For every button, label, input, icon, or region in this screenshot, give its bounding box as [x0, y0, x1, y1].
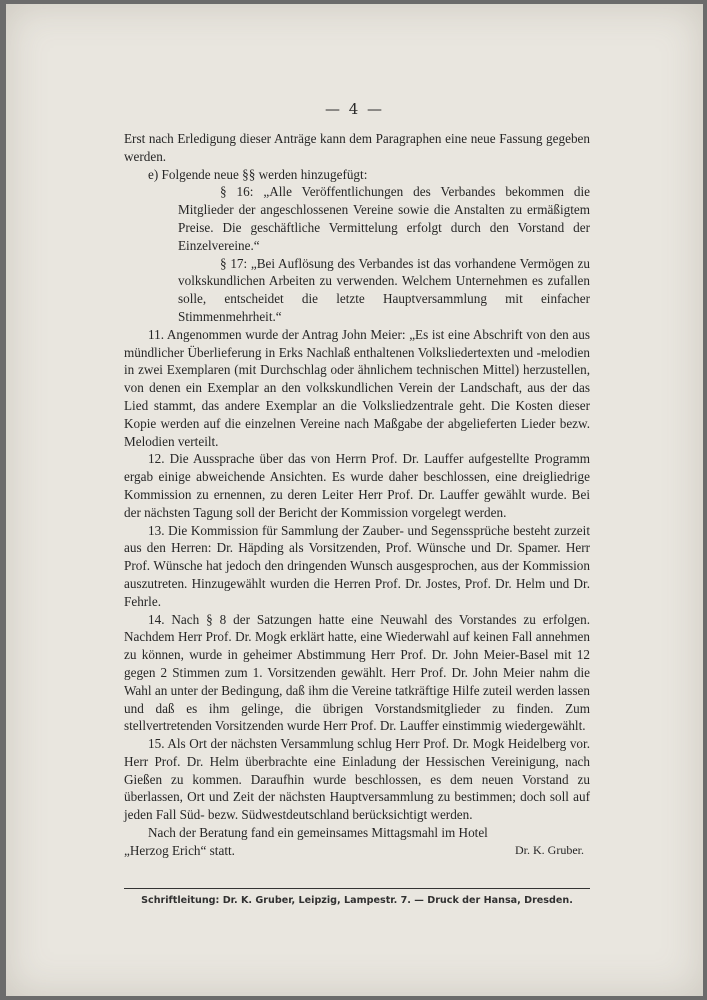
paragraph-14: 14. Nach § 8 der Satzungen hatte eine Neuwahl des Vorstandes zu erfolgen. Nachdem Herr Prof. Dr. Mogk erklärt hatte, eine Wiederwahl auf keinen Fall annehmen zu können, wurde in geheimer Abstimmung Herr Prof. Dr. John Meier-Basel mit 12 gegen 2 Stimmen zum 1. Vorsitzenden gewählt. Herr Prof. Dr. John Meier nahm die Wahl an unter der Bedingung, daß ihm die Vereine tatkräftige Hilfe zuteil werden lassen und daß es ihm gelinge, die übrigen Vorstandsmitglieder zu finden. Zum stellvertretenden Vorsitzenden wurde Herr Prof. Dr. Lauffer einstimmig wiedergewählt.: [124, 611, 590, 734]
paragraph-e: e) Folgende neue §§ werden hinzugefügt:: [148, 166, 368, 182]
document-page: [6, 4, 703, 996]
paragraph-12: 12. Die Aussprache über das von Herrn Prof. Dr. Lauffer aufgestellte Programm ergab einige abweichende Ansichten. Es wurde daher beschlossen, eine dreigliedrige Kommission zu ernennen, zu deren Leiter Herr Prof. Dr. Lauffer gewählt wurde. Bei der nächsten Tagung soll der Bericht der Kommission vorgelegt werden.: [124, 451, 590, 520]
signature: Dr. K. Gruber.: [515, 842, 584, 857]
body-text: [124, 130, 590, 860]
paragraph-intro: Erst nach Erledigung dieser Anträge kann dem Paragraphen eine neue Fassung gegeben werden.: [124, 131, 590, 164]
paragraph-15: 15. Als Ort der nächsten Versammlung schlug Herr Prof. Dr. Mogk Heidelberg vor. Herr Prof. Dr. Helm überbrachte eine Einladung der Hessischen Vereinigung, nach Gießen zu kommen. Daraufhin wurde beschlossen, es dem neuen Vorstand zu überlassen, Ort und Zeit der nächsten Hauptversammlung zu bestimmen; doch soll auf jeden Fall Süd- bezw. Südwestdeutschland berücksichtigt werden.: [124, 736, 590, 823]
closing-text: „Herzog Erich“ statt.: [124, 842, 235, 858]
paragraph-section-17: § 17: „Bei Auflösung des Verbandes ist das vorhandene Vermögen zu volkskundlichen Arbeiten zu verwenden. Welchem Unternehmen es zufallen solle, entscheidet die letzte Hauptversammlung mit einfacher Stimmenmehrheit.“: [178, 255, 590, 324]
paragraph-13: 13. Die Kommission für Sammlung der Zauber- und Segenssprüche besteht zurzeit aus den Herren: Dr. Häpding als Vorsitzenden, Prof. Wünsche und Dr. Spamer. Herr Prof. Wünsche hat jedoch den dringenden Wunsch ausgesprochen, aus der Kommission auszutreten. Hinzugewählt wurden die Herren Prof. Dr. Jostes, Prof. Dr. Helm und Dr. Fehrle.: [124, 522, 590, 609]
paragraph-section-16: § 16: „Alle Veröffentlichungen des Verbandes bekommen die Mitglieder der angeschlossenen Vereine sowie die Anstalten zu ermäßigtem Preise. Die geschäftliche Vermittelung erfolgt durch den Vorstand der Einzelvereine.“: [178, 184, 590, 253]
footer-divider: [124, 888, 590, 889]
closing-line-1: Nach der Beratung fand ein gemeinsames Mittagsmahl im Hotel: [148, 825, 488, 841]
closing-line-2: [124, 842, 590, 860]
footer-imprint: Schriftleitung: Dr. K. Gruber, Leipzig, Lampestr. 7. — Druck der Hansa, Dresden.: [141, 895, 573, 906]
paragraph-11: 11. Angenommen wurde der Antrag John Meier: „Es ist eine Abschrift von den aus mündlicher Überlieferung in Erks Nachlaß enthaltenen Volksliedertexten und -melodien in zwei Exemplaren (mit Durchschlag oder ähnlichem technischen Mittel) herzustellen, von denen ein Exemplar an den volkskundlichen Verein der Landschaft, aus der das Lied stammt, das andere Exemplar an die Volksliedzentrale geht. Die Kosten dieser Kopie werden auf die einzelnen Vereine nach Maßgabe der abgelieferten Lieder bezw. Melodien verteilt.: [124, 326, 590, 449]
page-number: — 4 —: [324, 100, 385, 118]
